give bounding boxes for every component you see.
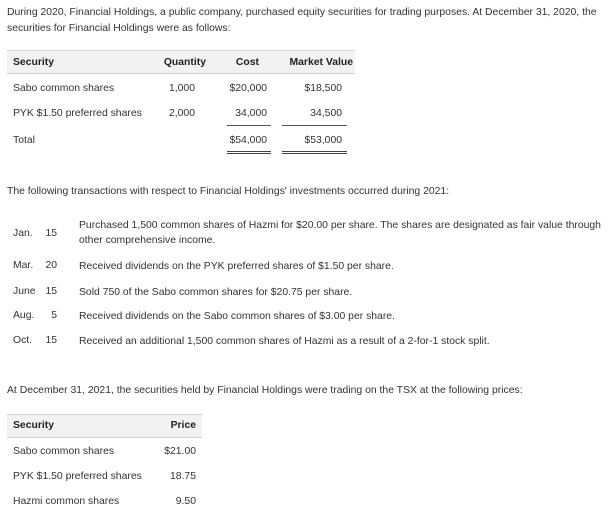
table-row-price: 9.50 (175, 496, 196, 507)
transaction-month: Aug. (13, 310, 35, 321)
table-row-market-value: $53,000 (304, 135, 342, 146)
transaction-description: Received an additional 1,500 common shares of Hazmi as a result of a 2-for-1 stock split. (79, 336, 490, 347)
header-quantity: Quantity (163, 57, 206, 68)
transaction-description: Received dividends on the Sabo common shares of $3.00 per share. (79, 311, 395, 322)
transaction-month: Mar. (13, 260, 34, 271)
table-row-security: Sabo common shares (13, 83, 115, 94)
table-row-quantity: 2,000 (168, 108, 195, 119)
transaction-description: Sold 750 of the Sabo common shares for $20.75 per share. (79, 287, 353, 298)
prices-intro: At December 31, 2021, the securities held by Financial Holdings were trading on the TSX at the following prices: (7, 385, 523, 396)
total-double-rule (227, 151, 271, 154)
transaction-day: 15 (45, 335, 57, 346)
total-double-rule (282, 151, 347, 154)
transaction-description: Purchased 1,500 common shares of Hazmi for $20.00 per share. The shares are designated as fair value through other comprehensive income. (79, 220, 601, 246)
intro-paragraph: During 2020, Financial Holdings, a public company, purchased equity securities for trading purposes. At December 31, 2020, the securities for Financial Holdings were as follows: (7, 7, 597, 34)
table-row-security: PYK $1.50 preferred shares (13, 108, 142, 119)
table-row-market-value: $18,500 (304, 83, 342, 94)
subtotal-rule (282, 125, 347, 126)
header-market-value: Market Value (289, 57, 353, 68)
table-row-security: Total (13, 135, 35, 146)
header-security: Security (13, 57, 55, 68)
transaction-month: June (13, 286, 36, 297)
table-row-security: Hazmi common shares (13, 496, 120, 507)
table-row-market-value: 34,500 (310, 108, 342, 119)
header-cost: Cost (235, 57, 259, 68)
table-row-cost: $20,000 (229, 83, 267, 94)
table-row-quantity: 1,000 (168, 83, 195, 94)
transaction-description: Received dividends on the PYK preferred shares of $1.50 per share. (79, 261, 394, 272)
transaction-month: Jan. (13, 228, 33, 239)
transaction-month: Oct. (13, 335, 33, 346)
header-price: Price (170, 420, 196, 431)
subtotal-rule (227, 125, 271, 126)
table-row-security: Sabo common shares (13, 446, 115, 457)
table-row-security: PYK $1.50 preferred shares (13, 471, 142, 482)
table-row-cost: 34,000 (235, 108, 267, 119)
transaction-day: 15 (45, 286, 57, 297)
header-security: Security (13, 420, 55, 431)
transaction-day: 20 (45, 260, 57, 271)
table-row-price: $21.00 (164, 446, 196, 457)
transaction-day: 15 (45, 228, 57, 239)
transaction-day: 5 (51, 310, 57, 321)
transactions-intro: The following transactions with respect to Financial Holdings' investments occurred during 2021: (7, 186, 450, 197)
table-row-price: 18.75 (169, 471, 196, 482)
table-row-cost: $54,000 (229, 135, 267, 146)
